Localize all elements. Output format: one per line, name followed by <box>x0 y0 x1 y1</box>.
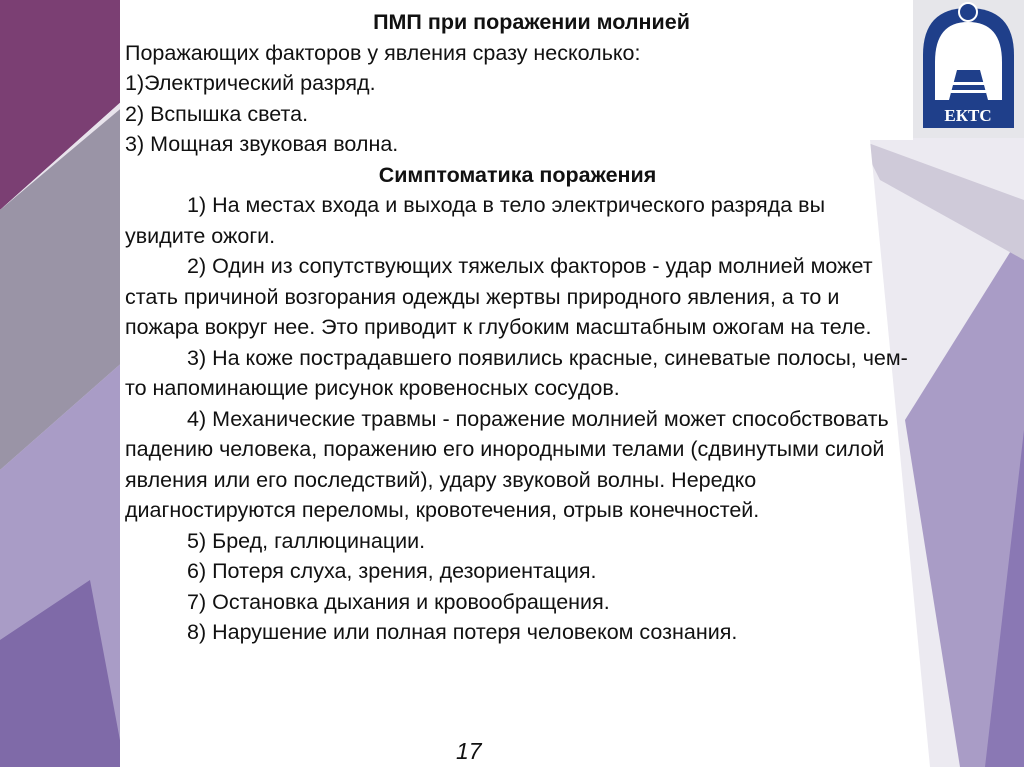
factor-item: 1)Электрический разряд. <box>125 71 376 95</box>
symptom-item: 7) Остановка дыхания и кровообращения. <box>187 589 610 614</box>
factor-item: 3) Мощная звуковая волна. <box>125 132 399 156</box>
symptom-item: 5) Бред, галлюцинации. <box>187 528 426 553</box>
symptom-item: 6) Потеря слуха, зрения, дезориентация. <box>187 559 597 583</box>
intro-text: Поражающих факторов у явления сразу несколько: <box>125 40 641 65</box>
section-subtitle: Симптоматика поражения <box>378 162 657 187</box>
symptom-item: 1) На местах входа и выхода в тело электрического разряда вы увидите ожоги. <box>125 193 826 248</box>
logo-text: ЕКТС <box>944 106 992 125</box>
symptom-item: 8) Нарушение или полная потеря человеком сознания. <box>187 620 738 644</box>
slide-title: ПМП при поражении молнией <box>373 10 690 34</box>
symptom-item: 3) На коже пострадавшего появились красные, синеватые полосы, чем-то напоминающие рисунок кровеносных сосудов. <box>125 345 908 400</box>
symptom-item: 4) Механические травмы - поражение молнией может способствовать падению человека, поражению его инородными телами (сдвинутыми силой явления или его последствий), удару звуковой волны. Нередко диагностируются переломы, кровотечения, отрыв конечностей. <box>125 406 889 522</box>
ekts-emblem-icon <box>913 0 1024 138</box>
symptom-item: 2) Один из сопутствующих тяжелых факторов - удар молнией может стать причиной возгорания одежды жертвы природного явления, а то и пожара вокруг нее. Это приводит к глубоким масштабным ожогам на теле. <box>125 254 873 339</box>
college-logo <box>913 0 1024 138</box>
page-number: 17 <box>456 738 482 764</box>
slide-content <box>125 7 910 648</box>
factor-item: 2) Вспышка света. <box>125 101 309 126</box>
